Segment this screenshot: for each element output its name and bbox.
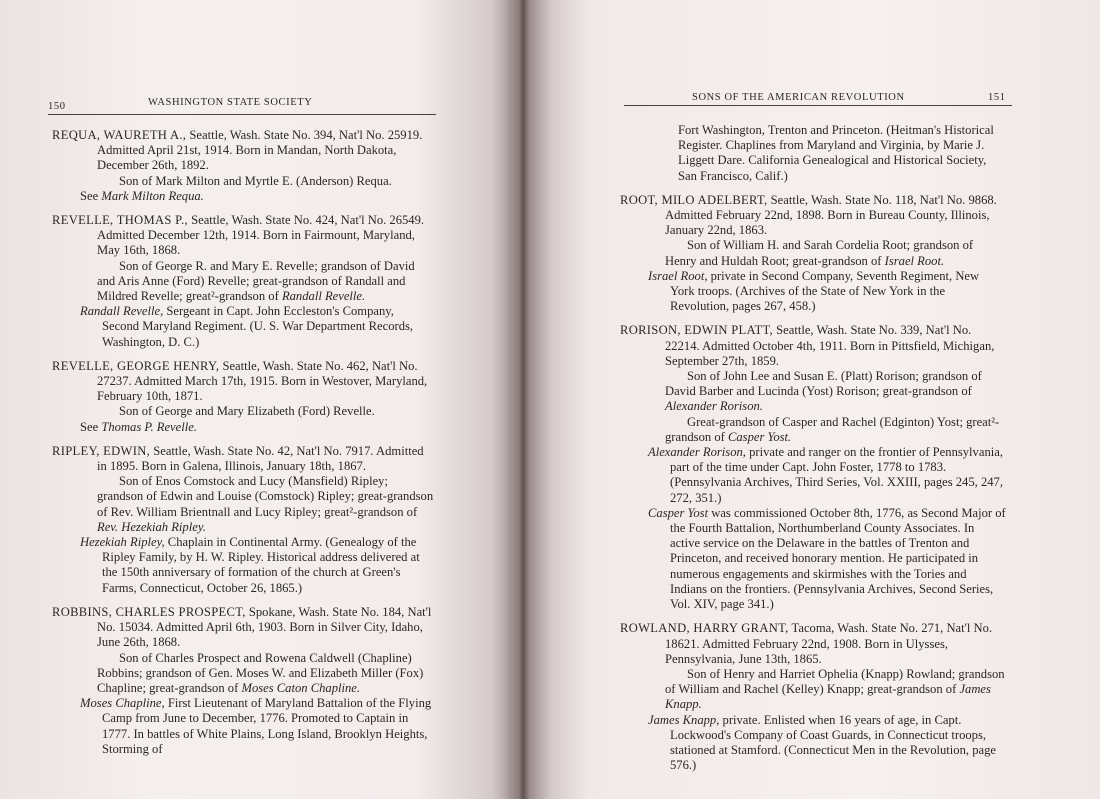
lineage-ancestor-second: Casper Yost. (727, 429, 792, 444)
member-record: Seattle, Wash. State No. 339, Nat'l No. 22214. Admitted October 4th, 1911. Born in Pittsfield, Michigan, September 27th, 1859. (665, 323, 995, 368)
running-head-right: SONS OF THE AMERICAN REVOLUTION (692, 92, 905, 103)
left-page (0, 0, 520, 799)
right-column (620, 123, 1006, 782)
ancestor-name: Casper Yost (648, 505, 709, 520)
member-name: REVELLE, THOMAS P., (52, 213, 188, 228)
page-number-right: 151 (988, 92, 1006, 103)
ancestor-name: Moses Chapline, (80, 696, 165, 711)
ancestor-service: private and ranger on the frontier of Pennsylvania, part of the time under Capt. John Foster, 1778 to 1783. (Pennsylvania Archives, Third Series, Vol. XXIII, pages 245, 247, 272, 351.) (670, 445, 1003, 505)
member-name: ROWLAND, HARRY GRANT, (620, 621, 789, 636)
entry-revelle-george (52, 359, 434, 435)
entry-revelle-thomas (52, 213, 434, 350)
ancestor-name: Alexander Rorison, (648, 445, 746, 460)
member-name: ROOT, MILO ADELBERT, (620, 192, 768, 207)
lineage-second: Great-grandson of Casper and Rachel (Edginton) Yost; great²-grandson of (665, 414, 1000, 444)
lineage-ancestor: Randall Revelle. (281, 289, 366, 304)
ancestor-service: First Lieutenant of Maryland Battalion of the Flying Camp from June to December, 1776. Promoted to Captain in 1777. In battles of White Plains, Long Island, Brooklyn Heights, Storming of (102, 696, 432, 756)
member-record: Seattle, Wash. State No. 118, Nat'l No. 9868. Admitted February 22nd, 1898. Born in Bureau County, Illinois, January 22nd, 1863. (665, 192, 997, 238)
lineage: Son of William H. and Sarah Cordelia Root; grandson of Henry and Huldah Root; great-grandson of (665, 238, 974, 268)
entry-root (620, 193, 1006, 315)
lineage-ancestor: James Knapp. (665, 682, 991, 712)
book-gutter-shadow (492, 0, 552, 799)
ancestor-service: private in Second Company, Seventh Regiment, New York troops. (Archives of the State of New York in the Revolution, pages 267, 458.) (670, 268, 980, 314)
continuation-text: Fort Washington, Trenton and Princeton. (Heitman's Historical Register. Chaplines from Maryland and Virginia, by Marie J. Liggett Dare. California Genealogical and Historical Society, San Francisco, Calif.) (678, 123, 994, 183)
left-column (52, 128, 434, 766)
right-page (520, 0, 1100, 799)
lineage-ancestor: Alexander Rorison. (665, 399, 763, 414)
see-prefix: See (80, 188, 99, 203)
continuation-robbins (620, 123, 1006, 184)
lineage-ancestor: Rev. Hezekiah Ripley. (97, 519, 206, 534)
member-name: ROBBINS, CHARLES PROSPECT, (52, 604, 246, 619)
member-name: REVELLE, GEORGE HENRY, (52, 358, 220, 373)
lineage-ancestor: Israel Root. (884, 253, 945, 268)
see-reference: Thomas P. Revelle. (101, 419, 197, 434)
member-record: Seattle, Wash. State No. 42, Nat'l No. 7917. Admitted in 1895. Born in Galena, Illinois, January 18th, 1867. (97, 443, 424, 474)
entry-ripley (52, 444, 434, 596)
page-number-left: 150 (48, 101, 66, 112)
lineage: Son of George R. and Mary E. Revelle; grandson of David and Aris Anne (Ford) Revelle; great-grandson of Randall and Mildred Revelle; great²-grandson of (97, 258, 415, 304)
ancestor-name: Randall Revelle, (80, 304, 164, 319)
header-rule-left (48, 114, 436, 115)
ancestor-service: Sergeant in Capt. John Eccleston's Company, Second Maryland Regiment. (U. S. War Department Records, Washington, D. C.) (102, 304, 414, 349)
ancestor-name: James Knapp, (648, 712, 720, 727)
see-reference: Mark Milton Requa. (101, 188, 204, 203)
member-record: Tacoma, Wash. State No. 271, Nat'l No. 18621. Admitted February 22nd, 1908. Born in Ulysses, Pennsylvania, June 13th, 1865. (665, 621, 993, 666)
entry-rowland (620, 621, 1006, 773)
member-record: Seattle, Wash. State No. 462, Nat'l No. 27237. Admitted March 17th, 1915. Born in Westover, Maryland, February 10th, 1871. (97, 358, 428, 404)
lineage: Son of Charles Prospect and Rowena Caldwell (Chapline) Robbins; grandson of Gen. Moses W. and Elizabeth Miller (Fox) Chapline; great-grandson of (97, 650, 424, 695)
member-record: Seattle, Wash. State No. 424, Nat'l No. 26549. Admitted December 12th, 1914. Born in Fairmount, Maryland, May 16th, 1868. (97, 213, 425, 258)
lineage: Son of George and Mary Elizabeth (Ford) Revelle. (119, 404, 375, 419)
entry-rorison (620, 323, 1006, 612)
member-name: REQUA, WAURETH A., (52, 128, 187, 142)
entry-robbins (52, 605, 434, 757)
ancestor-service: was commissioned October 8th, 1776, as Second Major of the Fourth Battalion, Northumberland County Associates. In active service on the Delaware in the battles of Trenton and Princeton, and received honorary mention. He participated in numerous engagements and skirmishes with the Tories and Indians on the frontiers. (Pennsylvania Archives, Second Series, Vol. XIV, page 341.) (670, 505, 1006, 612)
member-record: Seattle, Wash. State No. 394, Nat'l No. 25919. Admitted April 21st, 1914. Born in Mandan, North Dakota, December 26th, 1892. (97, 128, 423, 173)
lineage: Son of John Lee and Susan E. (Platt) Rorison; grandson of David Barber and Lucinda (Yost) Rorison; great-grandson of (665, 369, 982, 399)
ancestor-service: Chaplain in Continental Army. (Genealogy of the Ripley Family, by H. W. Ripley. Historical address delivered at the 150th anniversary of formation of the church at Green's Farms, Connecticut, October 26, 1865.) (102, 535, 420, 595)
lineage: Son of Henry and Harriet Ophelia (Knapp) Rowland; grandson of William and Rachel (Kelley) Knapp; great-grandson of (665, 666, 1005, 697)
member-record: Spokane, Wash. State No. 184, Nat'l No. 15034. Admitted April 6th, 1903. Born in Silver City, Idaho, June 26th, 1868. (97, 604, 432, 650)
member-name: RORISON, EDWIN PLATT, (620, 323, 773, 338)
ancestor-name: Israel Root, (648, 268, 708, 283)
ancestor-service: private. Enlisted when 16 years of age, in Capt. Lockwood's Company of Coast Guards, in Connecticut troops, stationed at Stamford. (Connecticut Men in the Revolution, page 576.) (670, 712, 996, 773)
lineage: Son of Mark Milton and Myrtle E. (Anderson) Requa. (119, 173, 392, 188)
lineage-ancestor: Moses Caton Chapline. (241, 680, 361, 695)
member-name: RIPLEY, EDWIN, (52, 443, 151, 458)
running-head-left: WASHINGTON STATE SOCIETY (148, 97, 313, 108)
see-prefix: See (80, 419, 99, 434)
entry-requa (52, 128, 434, 204)
ancestor-name: Hezekiah Ripley, (80, 535, 165, 550)
header-rule-right (624, 105, 1012, 106)
lineage: Son of Enos Comstock and Lucy (Mansfield) Ripley; grandson of Edwin and Louise (Comstock) Ripley; great-grandson of Rev. William Brientnall and Lucy Ripley; great²-grandson of (97, 474, 434, 519)
